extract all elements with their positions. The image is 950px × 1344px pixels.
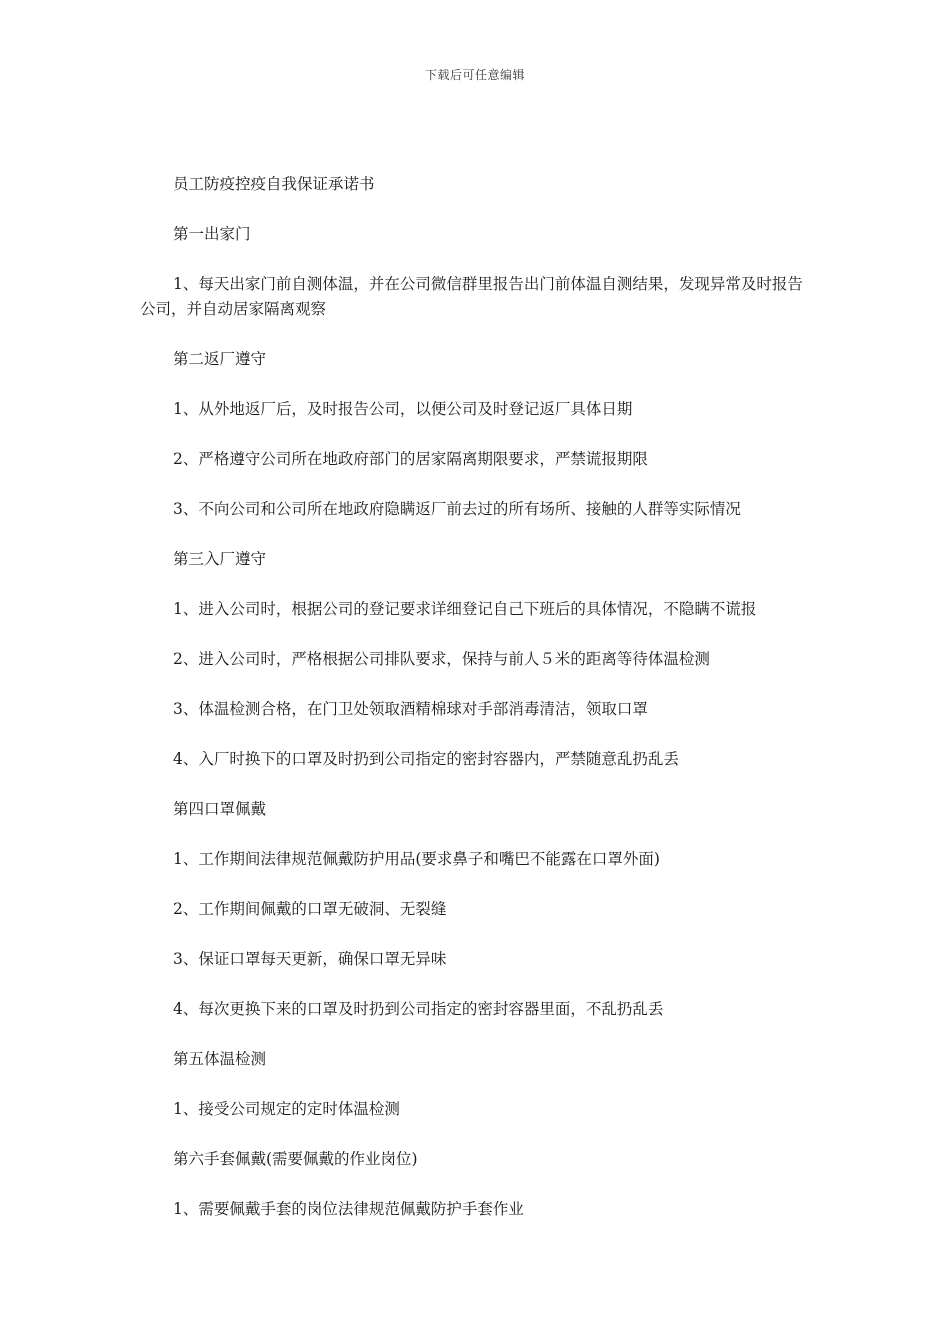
list-item: 1、接受公司规定的定时体温检测 — [173, 1100, 400, 1118]
section-heading: 第五体温检测 — [173, 1050, 267, 1068]
list-item: 3、保证口罩每天更新，确保口罩无异味 — [173, 950, 447, 968]
document-title: 员工防疫控疫自我保证承诺书 — [173, 175, 375, 193]
list-item: 1、工作期间法律规范佩戴防护用品(要求鼻子和嘴巴不能露在口罩外面) — [173, 850, 660, 868]
list-item: 1、从外地返厂后，及时报告公司，以便公司及时登记返厂具体日期 — [173, 400, 633, 418]
list-item: 4、入厂时换下的口罩及时扔到公司指定的密封容器内，严禁随意乱扔乱丢 — [173, 750, 679, 768]
section-heading: 第四口罩佩戴 — [173, 800, 267, 818]
list-item: 2、工作期间佩戴的口罩无破洞、无裂缝 — [173, 900, 447, 918]
list-item: 2、进入公司时，严格根据公司排队要求，保持与前人５米的距离等待体温检测 — [173, 650, 710, 668]
section-heading: 第六手套佩戴(需要佩戴的作业岗位) — [173, 1150, 418, 1168]
list-item: 1、需要佩戴手套的岗位法律规范佩戴防护手套作业 — [173, 1200, 524, 1218]
list-item: 1、每天出家门前自测体温，并在公司微信群里报告出门前体温自测结果，发现异常及时报告公司，并自动居家隔离观察 — [140, 275, 803, 318]
section-heading: 第一出家门 — [173, 225, 251, 243]
list-item: 1、进入公司时，根据公司的登记要求详细登记自己下班后的具体情况，不隐瞒不谎报 — [173, 600, 757, 618]
section-heading: 第二返厂遵守 — [173, 350, 267, 368]
list-item: 2、严格遵守公司所在地政府部门的居家隔离期限要求，严禁谎报期限 — [173, 450, 648, 468]
list-item: 3、体温检测合格，在门卫处领取酒精棉球对手部消毒清洁，领取口罩 — [173, 700, 648, 718]
section-heading: 第三入厂遵守 — [173, 550, 267, 568]
page-header-note: 下载后可任意编辑 — [424, 68, 525, 82]
list-item: 3、不向公司和公司所在地政府隐瞒返厂前去过的所有场所、接触的人群等实际情况 — [173, 500, 741, 518]
list-item: 4、每次更换下来的口罩及时扔到公司指定的密封容器里面，不乱扔乱丢 — [173, 1000, 664, 1018]
document-body — [140, 172, 812, 1247]
